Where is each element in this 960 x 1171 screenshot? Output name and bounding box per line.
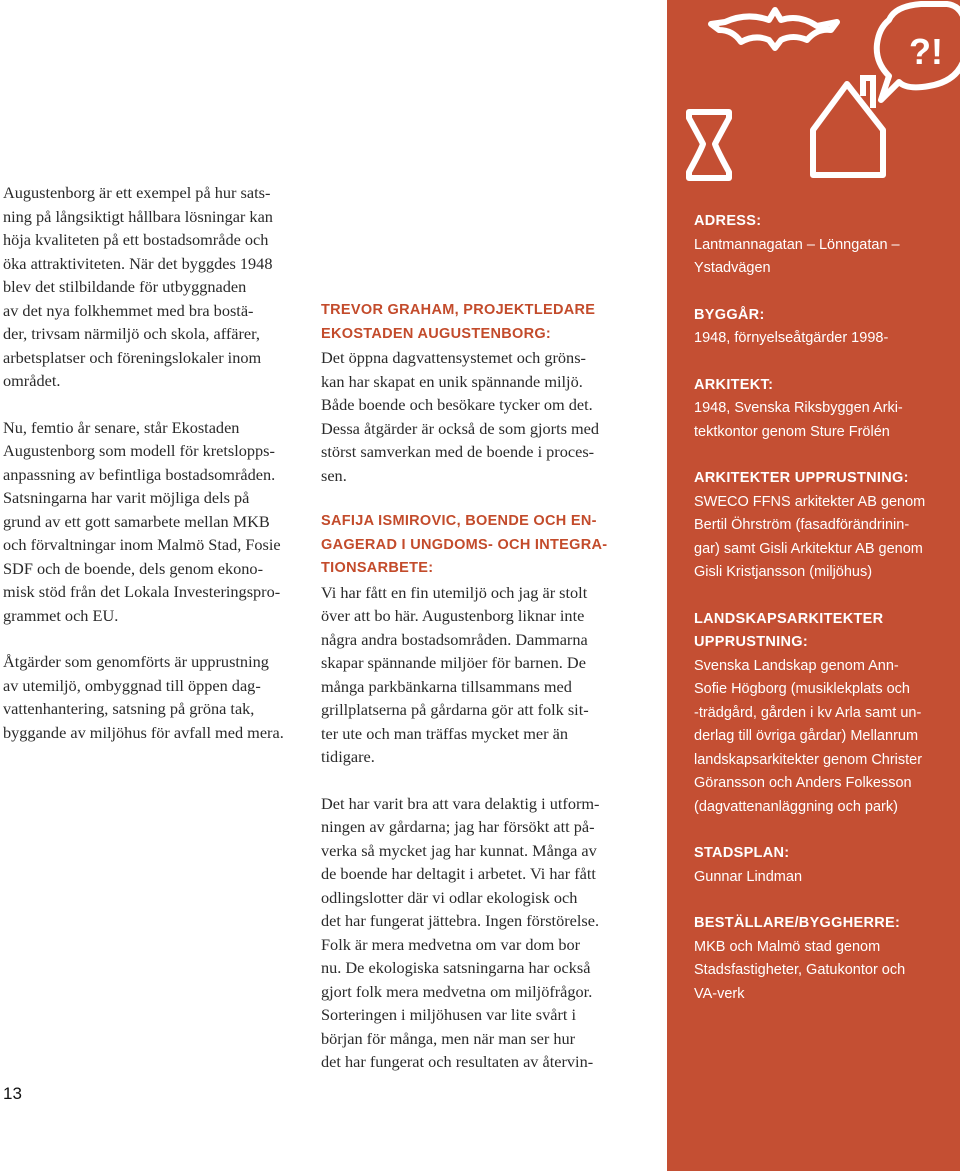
bat-icon xyxy=(711,10,837,48)
quote-heading: SAFIJA ISMIROVIC, BOENDE OCH EN- GAGERAD I UNGDOMS- OCH INTEGRA- TIONSARBETE: xyxy=(321,513,608,576)
house-icon xyxy=(813,78,883,175)
left-column xyxy=(3,181,299,767)
fact-build-year xyxy=(694,304,954,351)
fact-label: ARKITEKTER UPPRUSTNING: xyxy=(694,470,909,486)
quote-heading: TREVOR GRAHAM, PROJEKTLEDARE EKOSTADEN AUGUSTENBORG: xyxy=(321,302,596,342)
fact-value: 1948, förnyelseåtgärder 1998- xyxy=(694,330,889,346)
fact-label: LANDSKAPSARKITEKTER UPPRUSTNING: xyxy=(694,610,884,650)
page-number: 13 xyxy=(3,1084,22,1103)
fact-architect xyxy=(694,374,954,445)
quote-text: Vi har fått en fin utemiljö och jag är stolt över att bo här. Augustenborg liknar inte några andra bostadsområden. Dammarna skapar spännande miljöer för barnen. De många parkbänkarna tillsammans med grillplatserna på gårdarna gör att folk sit- ter ute och man träffas mycket mer än tidigare. xyxy=(321,582,589,766)
quote-trevor-graham xyxy=(321,299,623,487)
fact-list xyxy=(694,210,954,1029)
fact-value: 1948, Svenska Riksbyggen Arki- tektkontor genom Sture Frölén xyxy=(694,400,903,440)
history-paragraph: Nu, femtio år senare, står Ekostaden Augustenborg som modell för kretslopps- anpassning av befintliga bostadsområden. Satsningarna har varit möjliga dels på grund av ett gott samarbete mellan MKB och förvaltningar inom Malmö Stad, Fosie SDF och de boende, dels genom ekono- misk stöd från det Lokala Investeringspro- grammet och EU. xyxy=(3,417,281,625)
fact-value: Lantmannagatan – Lönngatan – Ystadvägen xyxy=(694,236,900,276)
intro-paragraph: Augustenborg är ett exempel på hur sats- ning på långsiktigt hållbara lösningar kan höja kvaliteten på ett bostadsområde och öka attraktiviteten. När det byggdes 1948 blev det stilbildande för utbyggnaden av det nya folkhemmet med bra bostä- der, trivsam närmiljö och skola, affärer, arbetsplatser och föreningslokaler inom området. xyxy=(3,183,273,390)
hourglass-icon xyxy=(689,112,729,178)
sidebar-illustration xyxy=(667,0,960,185)
fact-label: BYGGÅR: xyxy=(694,306,765,323)
fact-value: MKB och Malmö stad genom Stadsfastigheter, Gatukontor och VA-verk xyxy=(694,938,906,1002)
fact-renovation-architects xyxy=(694,467,954,585)
fact-value: Gunnar Lindman xyxy=(694,868,803,885)
fact-value: Svenska Landskap genom Ann- Sofie Högborg (musiklekplats och -trädgård, gården i kv Arla samt un- derlag till övriga gårdar) Mellanrum landskapsarkitekter genom Christer Göransson och Anders Folkesson (dagvattenanläggning och park) xyxy=(694,657,923,815)
middle-column xyxy=(321,299,623,1097)
fact-client xyxy=(694,912,954,1006)
fact-value: SWECO FFNS arkitekter AB genom Bertil Öhrström (fasadförändrinin- gar) samt Gisli Arkitektur AB genom Gisli Kristjansson (miljöhus) xyxy=(694,493,926,580)
fact-label: ARKITEKT: xyxy=(694,376,774,393)
speech-bubble-icon xyxy=(877,4,960,100)
quote-text: Det öppna dagvattensystemet och gröns- kan har skapat en unik spännande miljö. Både boende och besökare tycker om det. Dessa åtgärder är också de som gjorts med störst samverkan med de boende i proces- sen. xyxy=(321,348,600,485)
fact-label: ADRESS: xyxy=(694,213,762,229)
quote-continuation xyxy=(321,792,623,1074)
fact-city-plan xyxy=(694,842,954,889)
measures-paragraph: Åtgärder som genomförts är upprustning av utemiljö, ombyggnad till öppen dag- vattenhantering, satsning på gröna tak, byggande av miljöhus för avfall med mera. xyxy=(3,652,284,742)
fact-label: BESTÄLLARE/BYGGHERRE: xyxy=(694,915,901,931)
bubble-text: ?! xyxy=(909,31,943,72)
fact-landscape-architects xyxy=(694,608,954,820)
fact-address xyxy=(694,210,954,281)
quote-safija-ismirovic xyxy=(321,510,623,769)
quote-text-continued: Det har varit bra att vara delaktig i utform- ningen av gårdarna; jag har försökt att på- verka så mycket jag har kunnat. Många av de boende har deltagit i arbetet. Vi har fått odlingslotter där vi odlar ekologisk och det har fungerat jättebra. Ingen förstörelse. Folk är mera medvetna om var dom bor nu. De ekologiska satsningarna har också gjort folk mera medvetna om miljöfrågor. Sorteringen i miljöhusen var lite svårt i början för många, men när man ser hur det har fungerat och resultaten av återvin- xyxy=(321,793,600,1071)
fact-label: STADSPLAN: xyxy=(694,845,790,861)
